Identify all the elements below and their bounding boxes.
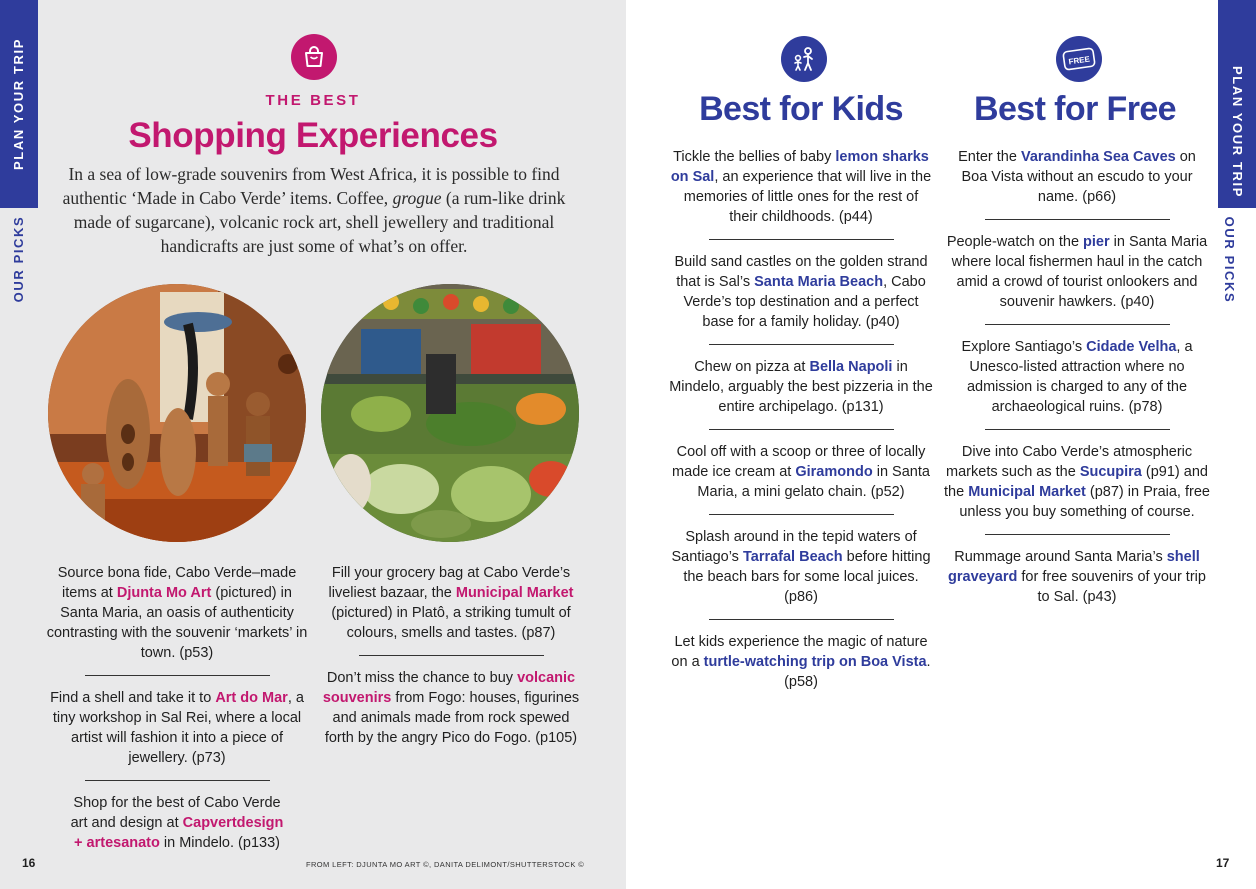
place-highlight: Sucupira [1079, 464, 1142, 480]
item-text: in Santa Maria where local fishermen haul in the catch amid a crowd of tourist onlookers and souvenir hawkers. (p40) [951, 234, 1208, 310]
item-text: People-watch on the [946, 234, 1084, 250]
item-text: Splash around in the tepid waters of Santiago’s [671, 529, 917, 565]
page-number-left: 16 [22, 856, 36, 870]
item-text: Let kids experience the magic of nature on a [671, 634, 928, 670]
item-text: (p87) in Praia, free unless you buy something of course. [959, 484, 1210, 520]
place-highlight: Art do Mar [215, 690, 288, 706]
divider [709, 514, 894, 515]
intro-paragraph [46, 162, 582, 258]
kids-section-title: Best for Kids [699, 90, 903, 128]
free-item [944, 337, 1210, 417]
free-item [944, 442, 1210, 522]
kids-item [668, 632, 934, 692]
kids-item [668, 527, 934, 607]
item-text: in Mindelo. (p133) [159, 835, 280, 851]
place-highlight: Santa Maria Beach [754, 274, 884, 290]
free-item [944, 547, 1210, 607]
item-text: Chew on pizza at [694, 359, 810, 375]
our-picks-label-right: OUR PICKS [1222, 216, 1237, 304]
item-text: (p91) and the [944, 464, 1208, 500]
kids-column [668, 147, 934, 692]
place-highlight: lemon sharks on Sal [670, 149, 929, 185]
free-tag-text: FREE [1068, 54, 1091, 67]
free-item [944, 232, 1210, 312]
place-highlight: turtle-watching trip on Boa Vista [703, 654, 927, 670]
plan-your-trip-tab-right [1218, 0, 1256, 208]
shopping-column-1 [46, 563, 308, 853]
municipal-market-photo [321, 284, 579, 542]
place-highlight: shell graveyard [948, 549, 1200, 585]
item-text: in Santa Maria, a mini gelato chain. (p52) [697, 464, 930, 500]
divider [85, 780, 270, 781]
place-highlight: Tarrafal Beach [742, 549, 843, 565]
item-text: Explore Santiago’s [961, 339, 1087, 355]
item-text: , a tiny workshop in Sal Rei, where a local artist will fashion it into a piece of jewellery. (p73) [52, 690, 304, 766]
free-tag-icon [1056, 36, 1102, 82]
place-highlight: Varandinha Sea Caves [1020, 149, 1176, 165]
shopping-column-2 [322, 563, 580, 748]
section-kicker: THE BEST [265, 92, 361, 109]
place-highlight: Municipal Market [455, 585, 574, 601]
our-picks-label: OUR PICKS [11, 215, 26, 303]
item-text: Cool off with a scoop or three of locally made ice cream at [672, 444, 926, 480]
family-icon [781, 36, 827, 82]
item-text: . (p58) [784, 654, 931, 690]
divider [709, 429, 894, 430]
plan-your-trip-label-right: PLAN YOUR TRIP [1230, 66, 1245, 198]
page-number-right: 17 [1216, 856, 1230, 870]
intro-text-a: In a sea of low-grade souvenirs from West Africa, it is possible to find authentic ‘Made in Cabo Verde’ items. Coffee, [62, 164, 560, 208]
shopping-item [46, 688, 308, 768]
divider [985, 429, 1170, 430]
shopping-item [322, 563, 580, 643]
divider [709, 619, 894, 620]
shopping-item [46, 563, 308, 663]
place-highlight: Cidade Velha [1086, 339, 1177, 355]
place-highlight: pier [1083, 234, 1110, 250]
item-text: from Fogo: houses, figurines and animals made from rock spewed forth by the angry Pico do Fogo. (p105) [324, 690, 580, 746]
item-text: before hitting the beach bars for some local juices. (p86) [683, 549, 931, 605]
item-text: , an experience that will live in the memories of little ones for the rest of their childhoods. (p44) [683, 169, 932, 225]
kids-item [668, 147, 934, 227]
item-text: in Mindelo, arguably the best pizzeria in the entire archipelago. (p131) [669, 359, 933, 415]
divider [985, 534, 1170, 535]
item-text: Source bona fide, Cabo Verde–made items at [57, 565, 297, 601]
item-text: , Cabo Verde’s top destination and a perfect base for a family holiday. (p40) [683, 274, 926, 330]
item-text: Build sand castles on the golden strand that is Sal’s [674, 254, 928, 290]
item-text: Find a shell and take it to [50, 690, 216, 706]
place-highlight: Capvertdesign + artesanato [74, 815, 284, 851]
item-text: Fill your grocery bag at Cabo Verde’s liveliest bazaar, the [328, 565, 571, 601]
place-highlight: volcanic souvenirs [322, 670, 576, 706]
kids-item [668, 252, 934, 332]
place-highlight: Djunta Mo Art [116, 585, 212, 601]
intro-text-b: (a rum-like drink made of sugarcane), volcanic rock art, shell jewellery and traditional handicrafts are just some of what’s on offer. [73, 188, 566, 256]
divider [709, 239, 894, 240]
free-section-title: Best for Free [974, 90, 1176, 128]
free-column [944, 147, 1210, 607]
divider [359, 655, 544, 656]
place-highlight: Bella Napoli [809, 359, 893, 375]
item-text: , a Unesco-listed attraction where no admission is charged to any of the archaeological ruins. (p78) [966, 339, 1193, 415]
item-text: on Boa Vista without an escudo to your name. (p66) [961, 149, 1196, 205]
place-highlight: Municipal Market [968, 484, 1086, 500]
item-text: Dive into Cabo Verde’s atmospheric markets such as the [946, 444, 1193, 480]
divider [985, 324, 1170, 325]
item-text: (pictured) in Platô, a striking tumult of colours, smells and tastes. (p87) [331, 605, 571, 641]
item-text: (pictured) in Santa Maria, an oasis of authenticity contrasting with the souvenir ‘markets’ in town. (p53) [46, 585, 308, 661]
plan-your-trip-label: PLAN YOUR TRIP [11, 38, 26, 170]
divider [985, 219, 1170, 220]
photo-credit: FROM LEFT: DJUNTA MO ART ©, DANITA DELIMONT/SHUTTERSTOCK © [306, 860, 585, 869]
right-page [626, 0, 1256, 889]
divider [709, 344, 894, 345]
shopping-item [322, 668, 580, 748]
shopping-bag-icon [291, 34, 337, 80]
item-text: Shop for the best of Cabo Verde art and design at [70, 795, 281, 831]
item-text: Don’t miss the chance to buy [326, 670, 518, 686]
item-text: Tickle the bellies of baby [673, 149, 836, 165]
left-page [0, 0, 626, 889]
free-item [944, 147, 1210, 207]
djunta-mo-art-photo [48, 284, 306, 542]
intro-text-em: grogue [392, 188, 442, 208]
page-title: Shopping Experiences [128, 116, 498, 155]
kids-item [668, 442, 934, 502]
divider [85, 675, 270, 676]
place-highlight: Giramondo [795, 464, 873, 480]
kids-item [668, 357, 934, 417]
shopping-item [46, 793, 308, 853]
item-text: for free souvenirs of your trip to Sal. (p43) [1017, 569, 1206, 605]
item-text: Enter the [958, 149, 1021, 165]
item-text: Rummage around Santa Maria’s [954, 549, 1167, 565]
